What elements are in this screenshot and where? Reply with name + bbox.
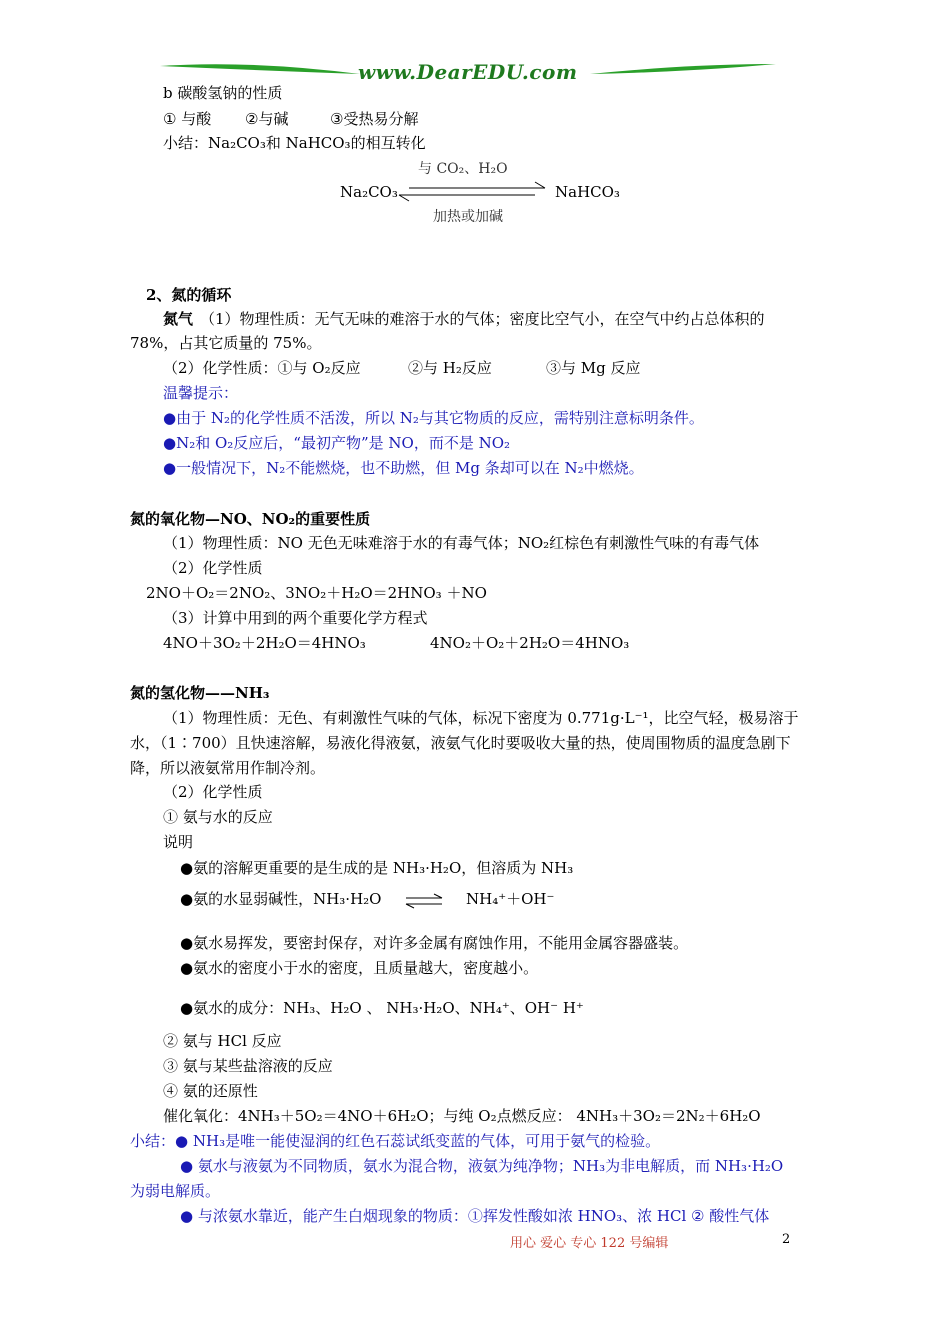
nitrogen-physical-2: 78%，占其它质量的 75%。 (130, 334, 322, 352)
nitrogen-chem-mg: ③与 Mg 反应 (546, 359, 641, 377)
summary-2: ● 氨水与液氨为不同物质，氨水为混合物，液氨为纯净物；NH₃为非电解质，而 NH₃·H₂O (180, 1157, 784, 1175)
page-number: 2 (782, 1232, 791, 1247)
ammonia-note-heading: 说明 (163, 833, 194, 851)
ammonia-note-3: ●氨水易挥发，要密封保存，对许多金属有腐蚀作用，不能用金属容器盛装。 (180, 934, 689, 952)
reaction-bottom-label: 加热或加碱 (433, 209, 503, 225)
tip-item-1: ●由于 N₂的化学性质不活泼，所以 N₂与其它物质的反应，需特别注意标明条件。 (163, 409, 704, 427)
line-prop-heat: ③受热易分解 (330, 110, 419, 128)
ammonia-note-2b: NH₄⁺＋OH⁻ (466, 890, 555, 908)
header-swoosh-right (590, 64, 776, 74)
ammonia-hcl-heading: ② 氨与 HCl 反应 (163, 1032, 282, 1050)
nitrogen-chem-h2: ②与 H₂反应 (408, 359, 492, 377)
ammonia-note-4: ●氨水的密度小于水的密度，且质量越大，密度越小。 (180, 959, 539, 977)
ammonia-physical-3: 降，所以液氨常用作制冷剂。 (130, 759, 326, 777)
line-prop-acid: ① 与酸 (163, 110, 212, 128)
nitrogen-chem-o2: （2）化学性质：①与 O₂反应 (163, 359, 361, 377)
reversible-arrow (395, 180, 555, 204)
reaction-left: Na₂CO₃ (340, 183, 398, 201)
oxides-equation-2: 4NO＋3O₂＋2H₂O＝4HNO₃ (163, 634, 366, 652)
nitrogen-physical-1: （1）物理性质：无气无味的难溶于水的气体；密度比空气小，在空气中约占总体积的 (200, 310, 765, 328)
reaction-right: NaHCO₃ (555, 183, 620, 201)
nitrogen-label: 氮气 (163, 310, 194, 328)
oxides-calc-heading: （3）计算中用到的两个重要化学方程式 (163, 609, 428, 627)
oxides-equation-1: 2NO＋O₂＝2NO₂、3NO₂＋H₂O＝2HNO₃ ＋NO (146, 584, 487, 602)
ammonia-note-5: ●氨水的成分：NH₃、H₂O 、 NH₃·H₂O、NH₄⁺、OH⁻ H⁺ (180, 999, 584, 1017)
ammonia-physical-2: 水，（1∶700）且快速溶解，易液化得液氨，液氨气化时要吸收大量的热，使周围物质的温度急剧下 (130, 734, 791, 752)
ammonia-oxidation: 催化氧化：4NH₃＋5O₂＝4NO＋6H₂O；与纯 O₂点燃反应： 4NH₃＋3O₂＝2N₂＋6H₂O (163, 1107, 761, 1125)
ammonia-chemical-heading: （2）化学性质 (163, 783, 263, 801)
oxides-equation-3: 4NO₂＋O₂＋2H₂O＝4HNO₃ (430, 634, 630, 652)
tip-item-2: ●N₂和 O₂反应后，“最初产物”是 NO，而不是 NO₂ (163, 434, 511, 452)
ammonia-salt-heading: ③ 氨与某些盐溶液的反应 (163, 1057, 333, 1075)
tip-heading: 温馨提示： (163, 384, 239, 402)
line-prop-base: ②与碱 (245, 110, 289, 128)
tip-item-3: ●一般情况下，N₂不能燃烧，也不助燃，但 Mg 条却可以在 N₂中燃烧。 (163, 459, 644, 477)
ammonia-physical-1: （1）物理性质：无色、有刺激性气味的气体，标况下密度为 0.771g·L⁻¹，比空气轻，极易溶于 (163, 709, 799, 727)
ammonia-note-1: ●氨的溶解更重要的是生成的是 NH₃·H₂O，但溶质为 NH₃ (180, 859, 574, 877)
line-summary-conversion: 小结：Na₂CO₃和 NaHCO₃的相互转化 (163, 134, 426, 152)
ammonia-water-heading: ① 氨与水的反应 (163, 808, 273, 826)
summary-1: 小结：● NH₃是唯一能使湿润的红色石蕊试纸变蓝的气体，可用于氨气的检验。 (130, 1132, 661, 1150)
ammonia-reducing-heading: ④ 氨的还原性 (163, 1082, 258, 1100)
line-nahco3-props: b 碳酸氢钠的性质 (163, 84, 283, 102)
section-nitrogen-cycle: 2、氮的循环 (146, 286, 232, 304)
header-banner (0, 0, 950, 100)
header-site-name[interactable]: www.DearEDU.com (358, 60, 578, 84)
equilibrium-arrow (402, 893, 446, 909)
ammonia-note-2a: ●氨的水显弱碱性，NH₃·H₂O (180, 890, 382, 908)
oxides-chemical-heading: （2）化学性质 (163, 559, 263, 577)
summary-2-cont: 为弱电解质。 (130, 1182, 221, 1200)
reaction-top-label: 与 CO₂、H₂O (418, 161, 508, 177)
section-ammonia: 氮的氢化物——NH₃ (130, 684, 270, 702)
oxides-physical: （1）物理性质：NO 无色无味难溶于水的有毒气体；NO₂红棕色有刺激性气味的有毒气体 (163, 534, 760, 552)
header-swoosh-left (160, 64, 360, 74)
section-nitrogen-oxides: 氮的氧化物—NO、NO₂的重要性质 (130, 510, 371, 528)
summary-3: ● 与浓氨水靠近，能产生白烟现象的物质：①挥发性酸如浓 HNO₃、浓 HCl ② 酸性气体 (180, 1207, 770, 1225)
footer-text: 用心 爱心 专心 122 号编辑 (510, 1236, 669, 1251)
